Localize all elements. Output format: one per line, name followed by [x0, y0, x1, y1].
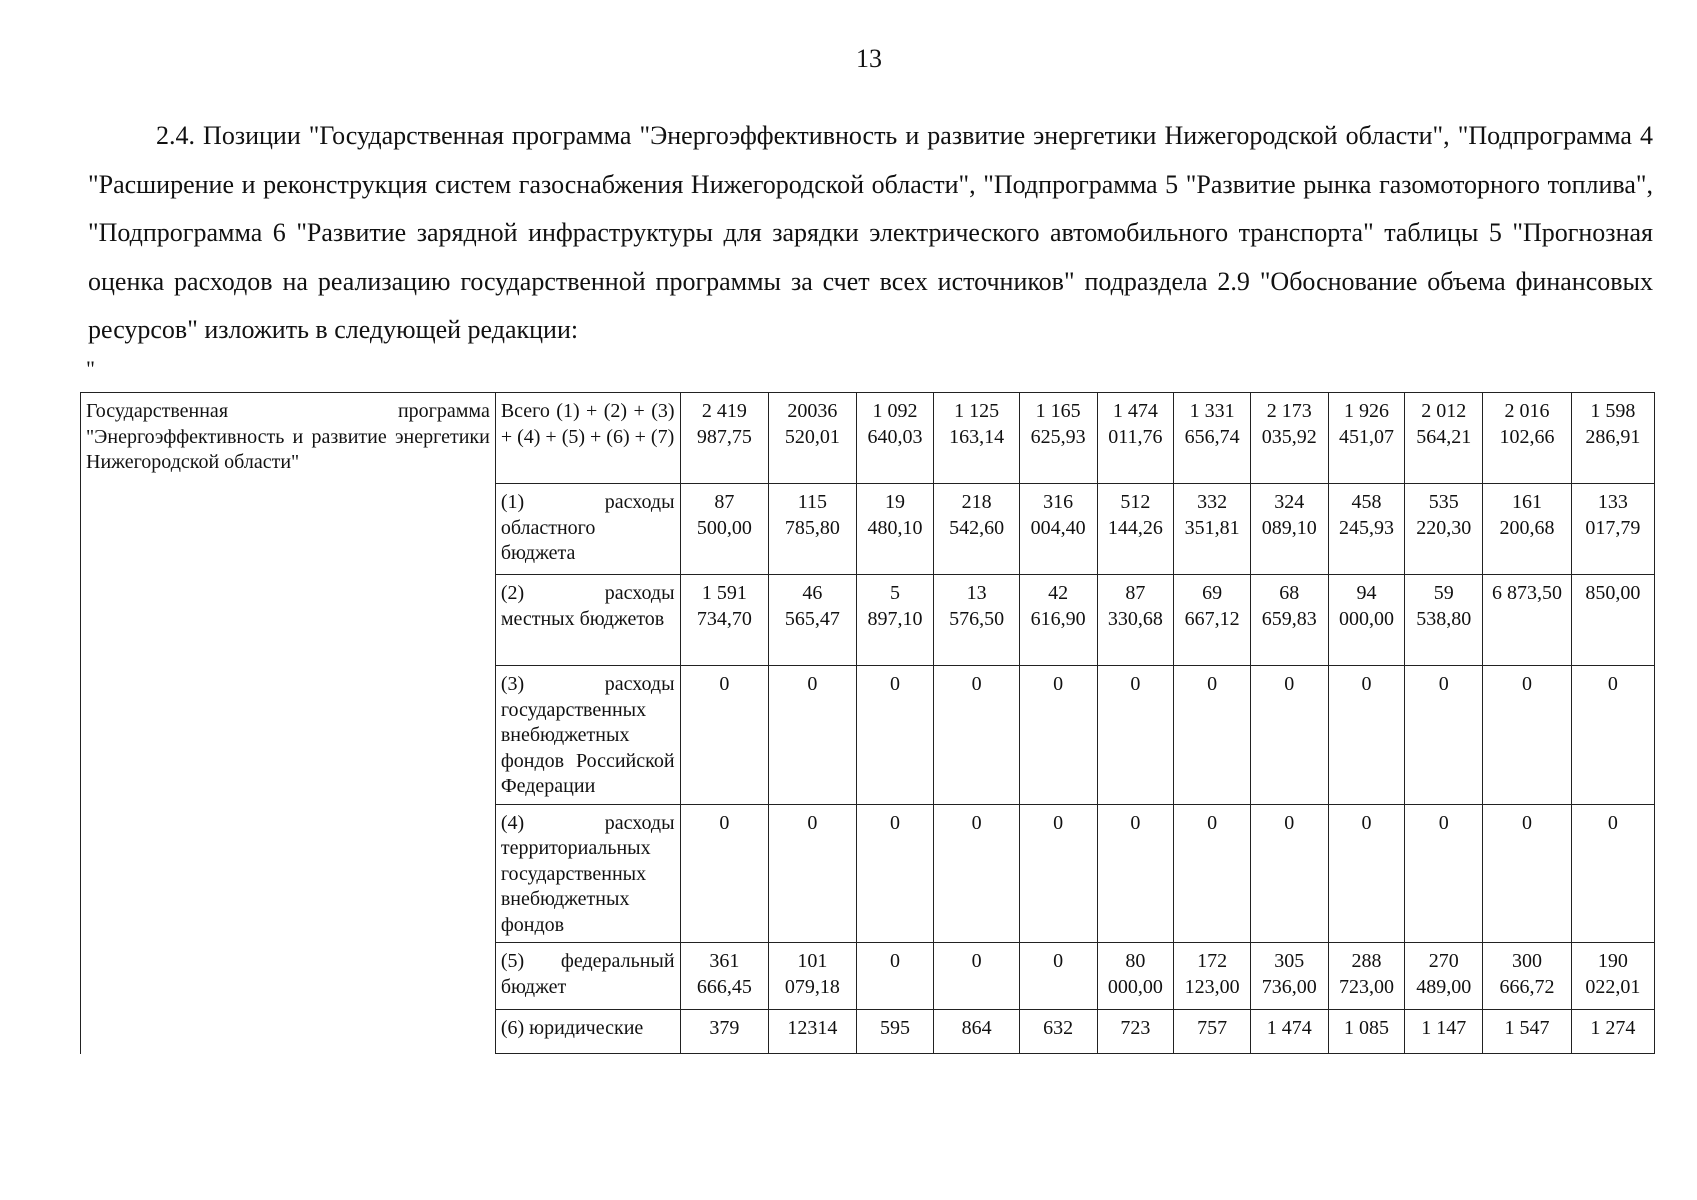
finance-table — [80, 392, 1655, 1054]
value-cell: 0 — [856, 943, 934, 1010]
value-cell: 864 — [934, 1010, 1019, 1054]
value-cell — [769, 575, 857, 666]
value-cell: 0 — [856, 804, 934, 943]
value-cell: 0 — [1328, 666, 1405, 805]
value-part: 172 — [1197, 950, 1228, 972]
value-cell — [1405, 943, 1483, 1010]
value-cell: 0 — [1174, 666, 1251, 805]
value-cell: 0 — [1571, 666, 1654, 805]
value-part: 220,30 — [1416, 516, 1472, 539]
value-part: 666,72 — [1499, 975, 1555, 998]
value-part: 115 — [797, 491, 827, 513]
value-part: 022,01 — [1585, 975, 1641, 998]
value-part: 270 — [1428, 950, 1459, 972]
value-cell: 0 — [934, 666, 1019, 805]
value-part: 316 — [1043, 491, 1074, 513]
value-part: 190 — [1597, 950, 1628, 972]
value-cell — [1097, 575, 1174, 666]
value-part: 288 — [1351, 950, 1382, 972]
value-part: 324 — [1274, 491, 1305, 513]
value-cell — [934, 484, 1019, 575]
value-cell — [1328, 943, 1405, 1010]
value-part: 5 — [890, 582, 901, 604]
value-part: 873,50 — [1506, 582, 1562, 604]
value-cell — [1328, 484, 1405, 575]
row-label-cell: (5) федеральный бюджет — [495, 943, 680, 1010]
value-cell: 2 173 035,92 — [1250, 393, 1328, 484]
value-part: 542,60 — [949, 516, 1005, 539]
value-part: 245,93 — [1339, 516, 1395, 539]
value-part: 147 — [1436, 1017, 1467, 1039]
value-part: 535 — [1428, 491, 1459, 513]
value-part: 089,10 — [1261, 516, 1317, 539]
value-part: 19 — [885, 491, 906, 513]
value-cell — [1571, 1010, 1654, 1054]
value-cell: 0 — [1405, 804, 1483, 943]
value-part: 565,47 — [784, 607, 840, 630]
value-part: 68 — [1279, 582, 1300, 604]
value-part: 667,12 — [1184, 607, 1240, 630]
value-cell — [1405, 484, 1483, 575]
value-part: 785,80 — [784, 516, 840, 539]
value-cell: 595 — [856, 1010, 934, 1054]
value-part: 20036 — [787, 400, 838, 422]
value-cell: 2 016 102,66 — [1483, 393, 1572, 484]
value-cell: 0 — [1483, 666, 1572, 805]
value-part: 004,40 — [1030, 516, 1086, 539]
value-cell — [1250, 1010, 1328, 1054]
value-cell — [1250, 484, 1328, 575]
value-cell — [1483, 1010, 1572, 1054]
value-cell: 12314 — [769, 1010, 857, 1054]
table-row — [81, 393, 1655, 484]
value-part: 659,83 — [1261, 607, 1317, 630]
value-cell — [769, 484, 857, 575]
value-cell — [934, 575, 1019, 666]
value-cell: 850,00 — [1571, 575, 1654, 666]
value-part: 46 — [802, 582, 823, 604]
value-part: 500,00 — [696, 516, 752, 539]
value-cell: 0 — [1019, 943, 1097, 1010]
intro-paragraph: 2.4. Позиции "Государственная программа "Энергоэффективность и развитие энергетики Нижегородской области", "Подпрограмма 4 "Расширение и реконструкция систем газоснабжения Нижегородской области", "Подпрограмма 5 "Развитие рынка газомоторного топлива", "Подпрограмма 6 "Развитие зарядной инфраструктуры для зарядки электрического автомобильного транспорта" таблицы 5 "Прогнозная оценка расходов на реализацию государственной программы за счет всех источников" подраздела 2.9 "Обоснование объема финансовых ресурсов" изложить в следующей редакции: — [88, 121, 1653, 344]
value-part: 458 — [1351, 491, 1382, 513]
value-part: 144,26 — [1107, 516, 1163, 539]
value-cell: 1 092 640,03 — [856, 393, 934, 484]
value-cell: 757 — [1174, 1010, 1251, 1054]
value-part: 305 — [1274, 950, 1305, 972]
value-cell: 0 — [1019, 804, 1097, 943]
value-cell: 0 — [1483, 804, 1572, 943]
value-cell — [1328, 575, 1405, 666]
value-cell — [1097, 943, 1174, 1010]
value-cell — [1405, 1010, 1483, 1054]
value-part: 42 — [1048, 582, 1069, 604]
value-part: 1 — [1266, 1017, 1277, 1039]
value-part: 000,00 — [1339, 607, 1395, 630]
value-part: 80 — [1125, 950, 1146, 972]
value-cell — [1483, 484, 1572, 575]
value-part: 512 — [1120, 491, 1151, 513]
value-part: 1 — [1504, 1017, 1515, 1039]
row-label-cell: Всего (1) + (2) + (3) + (4) + (5) + (6) + (7) — [495, 393, 680, 484]
value-cell: 0 — [856, 666, 934, 805]
value-cell — [680, 484, 769, 575]
value-part: 87 — [1125, 582, 1146, 604]
value-cell — [1174, 943, 1251, 1010]
value-part: 079,18 — [784, 975, 840, 998]
value-part: 666,45 — [696, 975, 752, 998]
value-part: 547 — [1519, 1017, 1550, 1039]
value-part: 736,00 — [1261, 975, 1317, 998]
page-bottom-margin — [0, 1106, 1697, 1200]
value-part: 1 — [1344, 1017, 1355, 1039]
value-part: 94 — [1356, 582, 1377, 604]
value-cell: 632 — [1019, 1010, 1097, 1054]
row-label-cell: (6) юридические — [495, 1010, 680, 1054]
value-cell: 0 — [1019, 666, 1097, 805]
value-cell: 1 331 656,74 — [1174, 393, 1251, 484]
value-cell: 379 — [680, 1010, 769, 1054]
row-label-cell: (2) расходы местных бюджетов — [495, 575, 680, 666]
value-part: 361 — [709, 950, 740, 972]
value-part: 017,79 — [1585, 516, 1641, 539]
value-cell: 0 — [934, 943, 1019, 1010]
value-cell — [1174, 484, 1251, 575]
value-cell: 0 — [934, 804, 1019, 943]
value-part: 332 — [1197, 491, 1228, 513]
value-part: 520,01 — [784, 425, 840, 448]
value-cell — [1483, 575, 1572, 666]
value-cell: 0 — [769, 804, 857, 943]
value-cell — [1328, 1010, 1405, 1054]
value-part: 538,80 — [1416, 607, 1472, 630]
row-label-cell: (4) расходы территориальных государственных внебюджетных фондов — [495, 804, 680, 943]
value-part: 59 — [1433, 582, 1454, 604]
value-cell — [769, 393, 857, 484]
value-cell: 0 — [1174, 804, 1251, 943]
value-part: 1 — [1590, 1017, 1601, 1039]
value-cell — [856, 484, 934, 575]
value-part: 218 — [961, 491, 992, 513]
value-cell: 0 — [769, 666, 857, 805]
value-part: 200,68 — [1499, 516, 1555, 539]
value-cell — [1019, 484, 1097, 575]
value-cell — [1483, 943, 1572, 1010]
value-part: 351,81 — [1184, 516, 1240, 539]
value-cell: 1 125 163,14 — [934, 393, 1019, 484]
value-cell: 0 — [1097, 666, 1174, 805]
value-part: 1 — [1421, 1017, 1432, 1039]
page-number: 13 — [856, 44, 882, 73]
value-cell — [1250, 575, 1328, 666]
value-cell: 1 474 011,76 — [1097, 393, 1174, 484]
value-part: 133 — [1597, 491, 1628, 513]
value-part: 085 — [1359, 1017, 1390, 1039]
value-cell — [1174, 575, 1251, 666]
value-part: 69 — [1202, 582, 1223, 604]
value-cell — [856, 575, 934, 666]
value-cell: 1 165 625,93 — [1019, 393, 1097, 484]
value-part: 000,00 — [1107, 975, 1163, 998]
value-cell — [1571, 943, 1654, 1010]
value-part: 489,00 — [1416, 975, 1472, 998]
value-cell — [769, 943, 857, 1010]
value-part: 274 — [1605, 1017, 1636, 1039]
value-part: 161 — [1511, 491, 1542, 513]
value-cell: 0 — [680, 804, 769, 943]
value-cell: 0 — [1328, 804, 1405, 943]
value-cell: 0 — [1250, 804, 1328, 943]
value-part: 330,68 — [1107, 607, 1163, 630]
value-part: 723,00 — [1339, 975, 1395, 998]
value-cell — [1097, 484, 1174, 575]
value-cell — [680, 943, 769, 1010]
value-part: 123,00 — [1184, 975, 1240, 998]
value-cell: 1 591 734,70 — [680, 575, 769, 666]
row-label-cell: (3) расходы государственных внебюджетных фондов Российской Федерации — [495, 666, 680, 805]
value-cell: 0 — [680, 666, 769, 805]
value-cell: 723 — [1097, 1010, 1174, 1054]
value-cell — [1019, 575, 1097, 666]
value-part: 6 — [1491, 582, 1502, 604]
value-part: 87 — [714, 491, 735, 513]
value-part: 897,10 — [867, 607, 923, 630]
value-cell: 0 — [1405, 666, 1483, 805]
finance-table-wrapper — [80, 392, 1655, 1054]
value-cell — [1250, 943, 1328, 1010]
value-part: 576,50 — [949, 607, 1005, 630]
value-cell — [1405, 575, 1483, 666]
value-cell: 1 598 286,91 — [1571, 393, 1654, 484]
value-cell: 2 419 987,75 — [680, 393, 769, 484]
value-cell: 0 — [1097, 804, 1174, 943]
finance-table-body — [81, 393, 1655, 1054]
value-part: 13 — [966, 582, 987, 604]
value-part: 616,90 — [1030, 607, 1086, 630]
value-part: 480,10 — [867, 516, 923, 539]
value-cell: 0 — [1571, 804, 1654, 943]
value-cell: 0 — [1250, 666, 1328, 805]
value-cell — [1571, 484, 1654, 575]
quote-mark: " — [86, 356, 95, 381]
program-name-cell: Государственная программа "Энергоэффективность и развитие энергетики Нижегородской области" — [81, 393, 496, 1054]
value-cell: 2 012 564,21 — [1405, 393, 1483, 484]
value-cell: 1 926 451,07 — [1328, 393, 1405, 484]
value-part: 101 — [797, 950, 828, 972]
value-part: 474 — [1281, 1017, 1312, 1039]
row-label-cell: (1) расходы областного бюджета — [495, 484, 680, 575]
value-part: 300 — [1511, 950, 1542, 972]
